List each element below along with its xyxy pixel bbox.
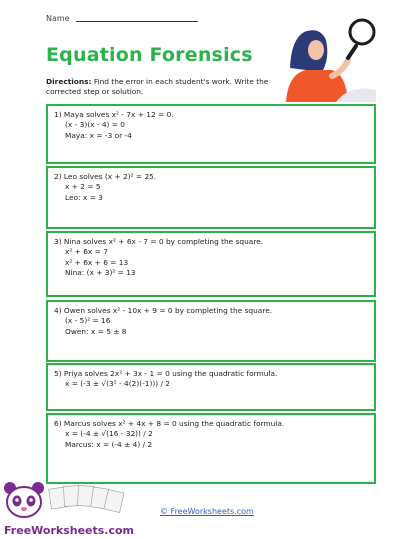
directions-text: Find the error in each student's work. Write the corrected step or solution.: [46, 77, 269, 96]
work-step: x = (-3 ± √(3² - 4(2)(-1))) / 2: [65, 379, 170, 389]
problem-box-5[interactable]: [46, 363, 376, 411]
work-step: Owen: x = 5 ± 8: [65, 326, 127, 336]
work-step: (x - 3)(x - 4) = 0: [65, 120, 126, 130]
name-blank-line[interactable]: [76, 21, 198, 22]
copyright-link[interactable]: © FreeWorksheets.com: [160, 507, 254, 516]
name-label: Name: [46, 14, 70, 23]
problem-box-3[interactable]: [46, 231, 376, 297]
work-step: x² + 6x = 7: [65, 247, 108, 257]
magnifying-glass-icon: [350, 20, 374, 44]
problem-box-1[interactable]: [46, 104, 376, 164]
freeworksheets-logo: [0, 474, 140, 539]
name-field: [46, 14, 198, 23]
work-step: x² + 6x + 6 = 13: [65, 257, 129, 267]
directions: [46, 77, 282, 97]
work-step: Marcus: x = (-4 ± 4) / 2: [65, 439, 153, 449]
problem-prompt: 5) Priya solves 2x² + 3x - 1 = 0 using the quadratic formula.: [54, 369, 278, 378]
detective-illustration: [276, 10, 376, 102]
face-shape: [308, 40, 324, 60]
page-title: Equation Forensics: [46, 44, 253, 66]
problem-prompt: 4) Owen solves x² - 10x + 9 = 0 by completing the square.: [54, 306, 273, 315]
arm-shape: [332, 60, 348, 76]
problem-box-4[interactable]: [46, 300, 376, 362]
problem-box-2[interactable]: [46, 166, 376, 229]
problem-prompt: 1) Maya solves x² - 7x + 12 = 0.: [54, 110, 174, 119]
worksheet-stack-icon: [49, 486, 124, 513]
work-step: Nina: (x + 3)² = 13: [65, 267, 136, 277]
problem-prompt: 6) Marcus solves x² + 4x + 8 = 0 using the quadratic formula.: [54, 419, 285, 428]
work-step: Maya: x = -3 or -4: [65, 130, 132, 140]
work-step: x + 2 = 5: [65, 182, 101, 192]
logo-wordmark: FreeWorksheets.com: [4, 524, 135, 537]
work-step: (x - 5)² = 16: [65, 316, 111, 326]
problem-prompt: 2) Leo solves (x + 2)² = 25.: [54, 172, 157, 181]
panda-icon: [4, 482, 44, 517]
work-step: x = (-4 ± √(16 - 32)) / 2: [65, 429, 153, 439]
work-step: Leo: x = 3: [65, 192, 103, 202]
magnifier-handle: [348, 46, 356, 58]
problem-prompt: 3) Nina solves x² + 6x - 7 = 0 by completing the square.: [54, 237, 264, 246]
directions-label: Directions:: [46, 77, 92, 86]
